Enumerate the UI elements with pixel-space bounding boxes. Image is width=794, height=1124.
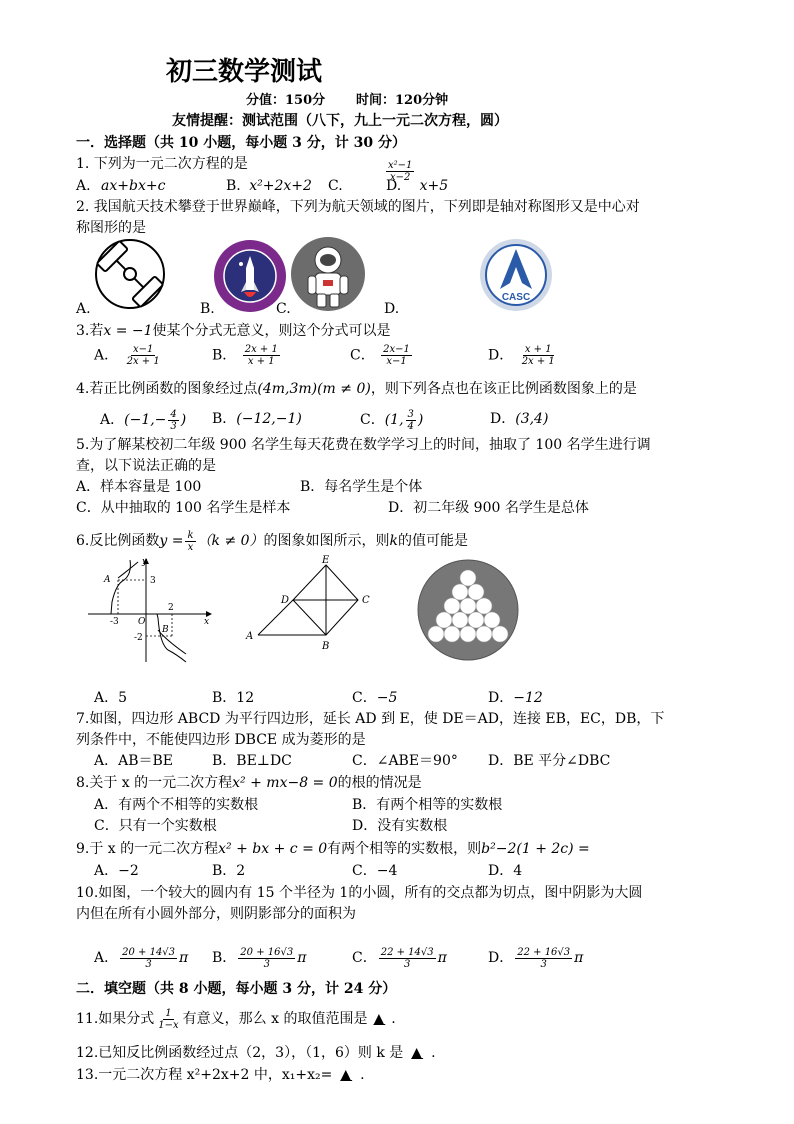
q8-option-b: B．有两个相等的实数根 [352,797,503,813]
q6-stem-k: k [389,533,399,549]
q5-option-b: B．每名学生是个体 [300,479,423,495]
q11-den: 1−x [158,1019,179,1031]
q13-end: . [360,1067,365,1083]
q1-a-expr: ax+bx+c [101,178,166,194]
q7-option-b: B．BE⊥DC [212,753,292,769]
q13-answer-blank[interactable]: ▲ [340,1067,353,1083]
q6-stem-den: x [187,541,194,553]
q2-option-b: B. [200,301,215,317]
q10-c-pi: π [437,950,447,966]
q11-num: 1 [165,1007,172,1019]
q11-pre: 11.如果分式 [76,1011,155,1027]
q4-d-expr: (3,4) [515,411,549,427]
q10-b-num: 20 + 16√3 [240,946,294,958]
q4-stem [76,380,637,398]
q10-a-pi: π [179,950,189,966]
q4-c-num: 3 [407,408,414,420]
q6-stem-y: y = [159,533,184,549]
q10-b-den: 3 [263,958,270,970]
q6-stem-post: 的值可能是 [398,533,469,549]
q6-option-a: A．5 [94,690,128,706]
q10-a-label: A． [94,950,119,966]
q4-option-a [100,406,186,434]
q3-stem-pre: 3.若 [76,323,104,339]
rhombus-label-d: D [281,595,290,606]
q7-option-a: A．AB＝BE [94,753,174,769]
q4-c-label: C． [360,412,385,428]
q4-a-label: A． [100,412,125,428]
q9-stem-pre: 9.于 x 的一元二次方程 [76,841,219,857]
q3-d-label: D． [488,347,514,364]
q11-end: . [391,1011,396,1027]
q3-a-den: 2x + 1 [126,356,160,367]
q8-stem-post: 的根的情况是 [337,775,422,791]
q8-option-a: A．有两个不相等的实数根 [94,797,259,813]
q2-option-d: D. [384,301,400,317]
q10-d-pi: π [574,950,584,966]
q6-c-val: −5 [376,690,398,706]
q3-c-den: x−1 [386,356,407,367]
graph-tick-neg2: -2 [134,633,143,643]
q3-stem [76,322,391,340]
q6-stem-mid: 的图象如图所示，则 [263,533,390,549]
q9-stem-math: x² + bx + c = 0 [218,841,328,857]
q8-option-d: D．没有实数根 [352,818,448,834]
section1-heading: 一．选择题（共 10 小题，每小题 3 分，计 30 分） [76,135,406,151]
q4-a-pre: (−1,− [124,412,167,428]
time-info: 时间：120分钟 [356,93,449,108]
inverse-function-graph [86,558,212,666]
q5-option-d: D．初二年级 900 名学生是总体 [388,500,589,516]
q1-b-label: B. [226,178,241,194]
q3-d-den: 2x + 1 [521,356,555,367]
casc-logo-icon [478,237,554,313]
q1-option-d [386,177,448,195]
q4-option-d [490,410,548,428]
graph-point-a-label: A [104,575,111,585]
q7-option-c: C．∠ABE＝90° [352,753,458,769]
q10-option-d [488,944,583,972]
q3-option-d [488,344,559,367]
q1-option-a [76,177,165,195]
q4-a-num: 4 [170,408,177,420]
q9-option-d: D．4 [488,863,523,879]
satellite-icon [93,238,169,310]
q3-a-num: x−1 [132,344,154,355]
q2-option-c: C. [276,301,291,317]
q9-stem-mid: 有两个相等的实数根，则 [327,841,482,857]
q3-option-c [350,344,414,367]
q4-d-label: D． [490,411,516,427]
graph-y-label: y [142,558,148,567]
graph-x-label: x [204,617,210,627]
graph-tick-2: 2 [168,603,174,613]
q3-option-b [212,344,282,367]
q10-a-num: 20 + 14√3 [122,946,176,958]
q10-d-num: 22 + 16√3 [517,946,571,958]
q12-end: . [431,1045,436,1061]
q4-c-pre: (1, [384,412,404,428]
q3-a-label: A． [94,347,119,364]
q8-stem-math: x² + mx−8 = 0 [232,775,338,791]
q10-line2: 内但在所有小圆外部分，则阴影部分的面积为 [76,906,356,922]
q11-answer-blank[interactable]: ▲ [373,1011,386,1027]
astronaut-icon [290,236,366,312]
q8-stem [76,774,422,792]
q4-c-post: ) [417,412,424,428]
q7-line2: 列条件中，不能使四边形 DBCE 成为菱形的是 [76,732,366,748]
q1-c-den: x−2 [390,172,411,183]
section2-heading: 二．填空题（共 8 小题，每小题 3 分，计 24 分） [76,981,397,997]
q1-c-num: x²−1 [388,160,413,171]
q6-d-val: −12 [513,690,543,706]
q3-b-den: x + 1 [247,356,275,367]
q8-option-c: C．只有一个实数根 [94,818,217,834]
q6-stem-num: k [187,529,194,541]
q3-d-num: x + 1 [524,344,552,355]
q4-stem-pre: 4.若正比例函数的图象经过点 [76,381,258,397]
q3-stem-post: 使某个分式无意义，则这个分式可以是 [152,323,391,339]
q13-line [76,1066,365,1084]
q1-option-c-label: C. [328,178,343,194]
q10-c-label: C． [352,950,377,966]
q1-a-label: A. [76,178,91,194]
q5-line2: 查，以下说法正确的是 [76,458,216,474]
q10-a-den: 3 [145,958,152,970]
q6-stem [76,528,468,554]
q6-stem-pre: 6.反比例函数 [76,533,160,549]
graph-tick-neg3: -3 [110,617,119,627]
q12-answer-blank[interactable]: ▲ [411,1045,424,1061]
q3-b-label: B． [212,347,237,364]
q6-option-b: B．12 [212,690,255,706]
q3-c-num: 2x−1 [383,344,410,355]
q1-d-label: D. [386,178,402,194]
q8-stem-pre: 8.关于 x 的一元二次方程 [76,775,233,791]
q10-line1: 10.如图，一个较大的圆内有 15 个半径为 1的小圆，所有的交点都为切点，图中阴影为大圆 [76,885,643,901]
q5-option-c: C．从中抽取的 100 名学生是样本 [76,500,291,516]
q5-option-a: A．样本容量是 100 [76,479,202,495]
q6-c-label: C． [352,690,377,706]
q12-line [76,1044,436,1062]
q4-stem-math: (4m,3m)(m ≠ 0) [257,381,371,397]
q12-pre: 12.已知反比例函数经过点（2，3），（1，6）则 k 是 [76,1045,404,1061]
q10-d-den: 3 [540,958,547,970]
q4-b-label: B． [212,411,237,427]
q3-b-num: 2x + 1 [244,344,278,355]
q6-d-label: D． [488,690,514,706]
graph-origin-label: O [138,617,146,627]
rhombus-label-c: C [362,595,370,606]
q3-c-label: C． [350,347,375,364]
q9-option-c: C．−4 [352,863,398,879]
q10-option-b [212,944,306,972]
q3-stem-math: x = −1 [103,323,153,339]
circles-packing-figure [416,558,520,662]
q2-option-a: A. [76,301,91,317]
q10-c-num: 22 + 14√3 [380,946,434,958]
rhombus-label-b: B [322,641,330,652]
q10-d-label: D． [488,950,514,966]
q9-option-b: B．2 [212,863,246,879]
q9-stem-math2: b²−2(1 + 2c) = [481,841,590,857]
q4-option-c [360,406,423,434]
q6-option-c [352,689,397,707]
rhombus-label-a: A [246,631,254,642]
q1-option-b [226,177,312,195]
casc-text: CASC [501,292,531,303]
graph-tick-3: 3 [150,576,156,586]
q1-d-expr: x+5 [419,178,449,194]
q10-option-a [94,944,188,972]
q4-stem-post: ，则下列各点也在该正比例函数图象上的是 [370,381,637,397]
rhombus-label-e: E [322,555,330,566]
q10-c-den: 3 [403,958,411,970]
q9-option-a: A．−2 [94,863,139,879]
q10-option-c [352,944,447,972]
q4-b-expr: (−12,−1) [236,411,302,427]
q11-line [76,1004,396,1034]
rhombus-figure [238,553,378,653]
q13-pre: 13.一元二次方程 x²+2x+2 中，x₁+x₂= [76,1067,333,1083]
q6-stem-cond: （k ≠ 0） [197,533,264,549]
q3-option-a [94,344,164,367]
q11-post: 有意义，那么 x 的取值范围是 [182,1011,368,1027]
q4-option-b [212,410,302,428]
q1-stem: 1. 下列为一元二次方程的是 [76,156,248,172]
score-info: 分值：150分 [246,93,326,108]
q4-c-den: 4 [407,420,414,432]
q4-a-post: ) [180,412,187,428]
q7-option-d: D．BE 平分∠DBC [488,753,611,769]
q1-b-expr: x²+2x+2 [249,178,312,194]
q5-line1: 5.为了解某校初二年级 900 名学生每天花费在数学学习上的时间，抽取了 100 名学生进行调 [76,437,651,453]
q4-a-den: 3 [170,420,177,432]
q7-line1: 7.如图，四边形 ABCD 为平行四边形，延长 AD 到 E，使 DE＝AD，连接 EB，EC，DB，下 [76,711,665,727]
q9-stem [76,840,590,858]
q10-b-pi: π [297,950,307,966]
q10-b-label: B． [212,950,237,966]
page-title: 初三数学测试 [166,57,323,87]
q2-line2: 称图形的是 [76,220,146,236]
q2-line1: 2. 我国航天技术攀登于世界巅峰，下列为航天领域的图片，下列即是轴对称图形又是中心对 [76,199,640,215]
q6-option-d [488,689,543,707]
reminder-text: 友情提醒：测试范围（八下，九上一元二次方程，圆） [172,113,508,129]
graph-point-b-label: B [162,625,169,635]
